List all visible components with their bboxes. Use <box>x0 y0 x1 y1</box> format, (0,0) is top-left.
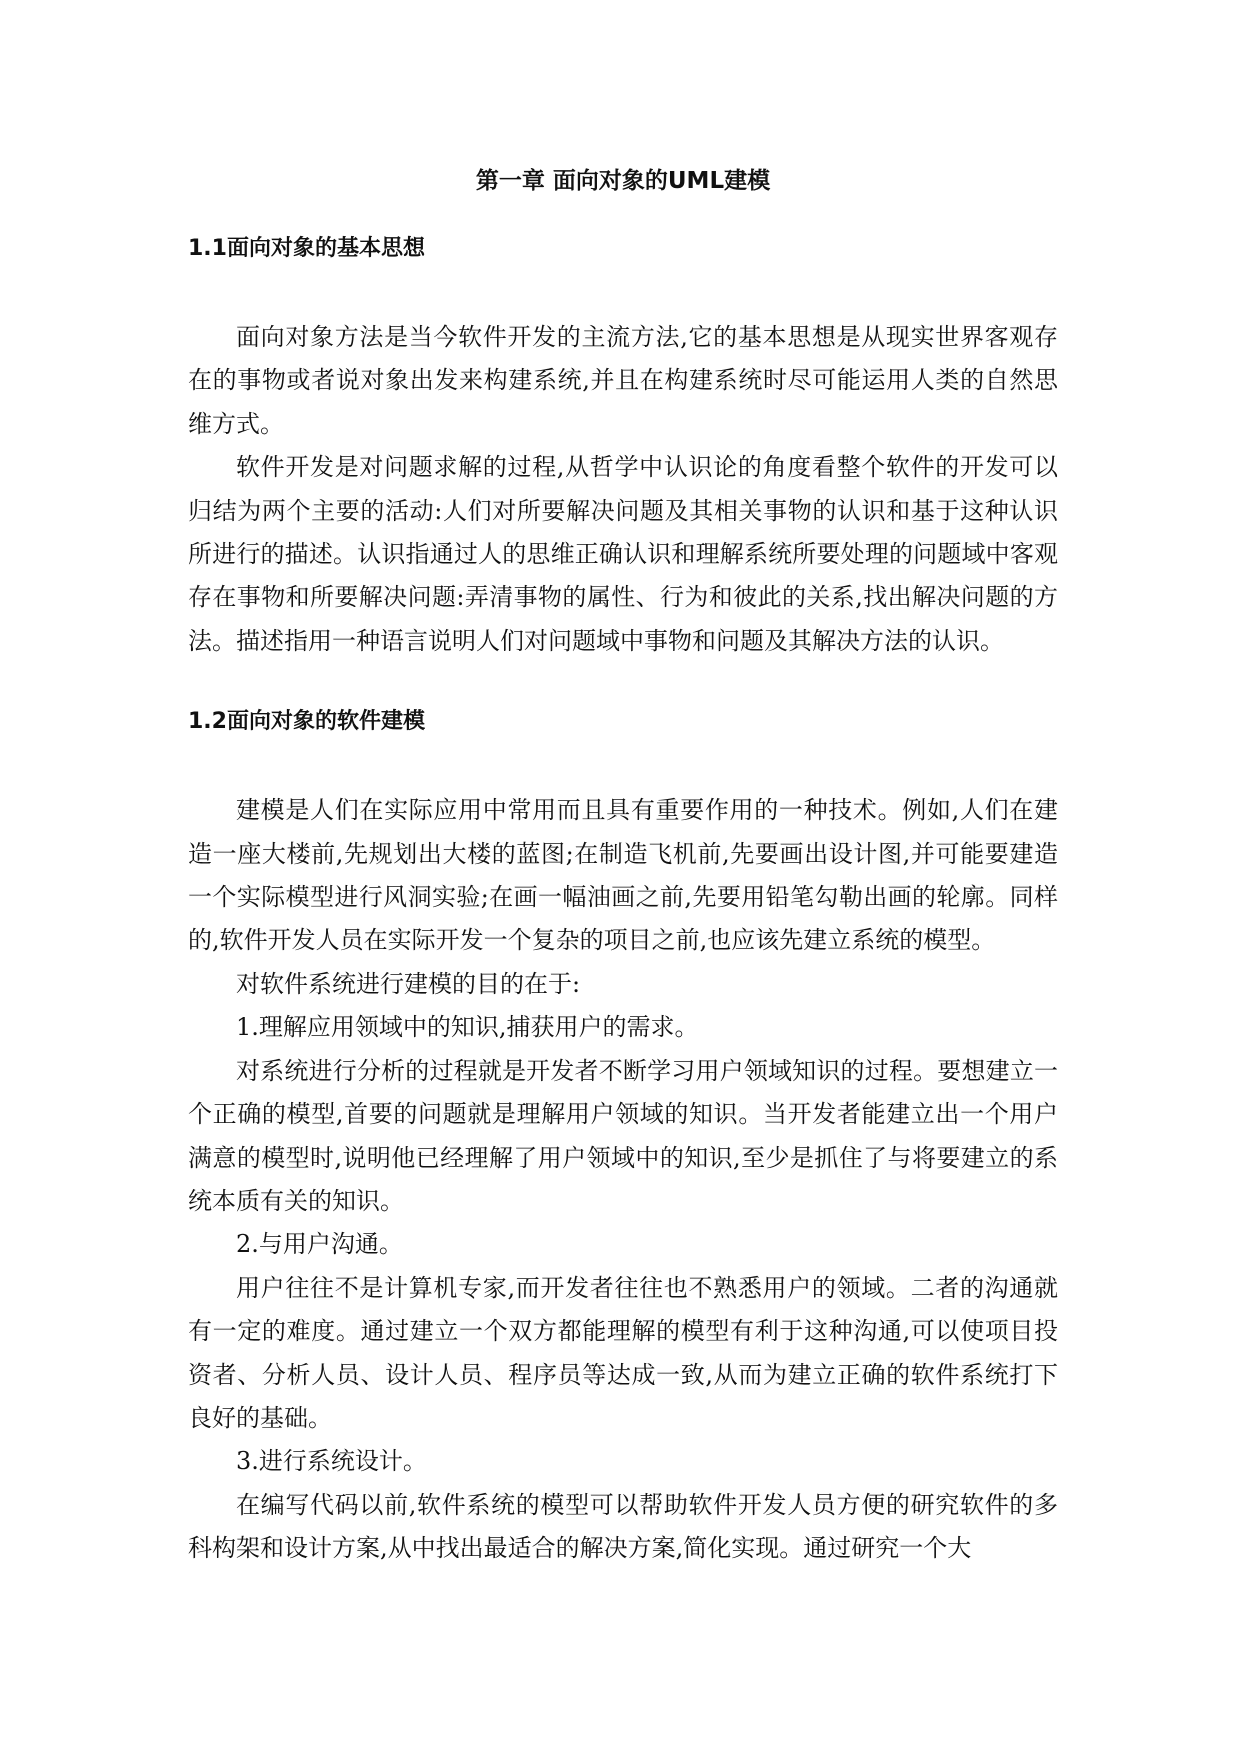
chapter-title: 第一章 面向对象的UML建模 <box>475 168 771 194</box>
list-item: 2.与用户沟通。 <box>236 1230 403 1259</box>
paragraph: 在编写代码以前,软件系统的模型可以帮助软件开发人员方便的研究软件的多科构架和设计方案,从中找出最适合的解决方案,简化实现。通过研究一个大 <box>188 1490 1058 1563</box>
section-heading: 1.1面向对象的基本思想 <box>188 236 425 261</box>
section-1-1 <box>188 228 1058 663</box>
list-item: 3.进行系统设计。 <box>236 1447 427 1476</box>
section-heading: 1.2面向对象的软件建模 <box>188 709 425 735</box>
paragraph: 对系统进行分析的过程就是开发者不断学习用户领域知识的过程。要想建立一个正确的模型,首要的问题就是理解用户领域的知识。当开发者能建立出一个用户满意的模型时,说明他已经理解了用户领域中的知识,至少是抓住了与将要建立的系统本质有关的知识。 <box>188 1056 1058 1215</box>
section-1-2 <box>188 701 1058 1570</box>
paragraph: 对软件系统进行建模的目的在于: <box>236 969 581 998</box>
paragraph: 建模是人们在实际应用中常用而且具有重要作用的一种技术。例如,人们在建造一座大楼前,先规划出大楼的蓝图;在制造飞机前,先要画出设计图,并可能要建造一个实际模型进行风洞实验;在画一幅油画之前,先要用铅笔勾勒出画的轮廓。同样的,软件开发人员在实际开发一个复杂的项目之前,也应该先建立系统的模型。 <box>188 796 1058 955</box>
section-body <box>188 789 1058 1570</box>
paragraph: 软件开发是对问题求解的过程,从哲学中认识论的角度看整个软件的开发可以归结为两个主要的活动:人们对所要解决问题及其相关事物的认识和基于这种认识所进行的描述。认识指通过人的思维正确认识和理解系统所要处理的问题域中客观存在事物和所要解决问题:弄清事物的属性、行为和彼此的关系,找出解决问题的方法。描述指用一种语言说明人们对问题域中事物和问题及其解决方法的认识。 <box>188 453 1058 655</box>
list-item: 1.理解应用领域中的知识,捕获用户的需求。 <box>236 1013 699 1042</box>
document-page <box>188 140 1058 1571</box>
paragraph: 面向对象方法是当今软件开发的主流方法,它的基本思想是从现实世界客观存在的事物或者说对象出发来构建系统,并且在构建系统时尽可能运用人类的自然思维方式。 <box>188 323 1058 438</box>
section-body <box>188 316 1058 663</box>
paragraph: 用户往往不是计算机专家,而开发者往往也不熟悉用户的领域。二者的沟通就有一定的难度。通过建立一个双方都能理解的模型有利于这种沟通,可以使项目投资者、分析人员、设计人员、程序员等达成一致,从而为建立正确的软件系统打下良好的基础。 <box>188 1273 1058 1432</box>
